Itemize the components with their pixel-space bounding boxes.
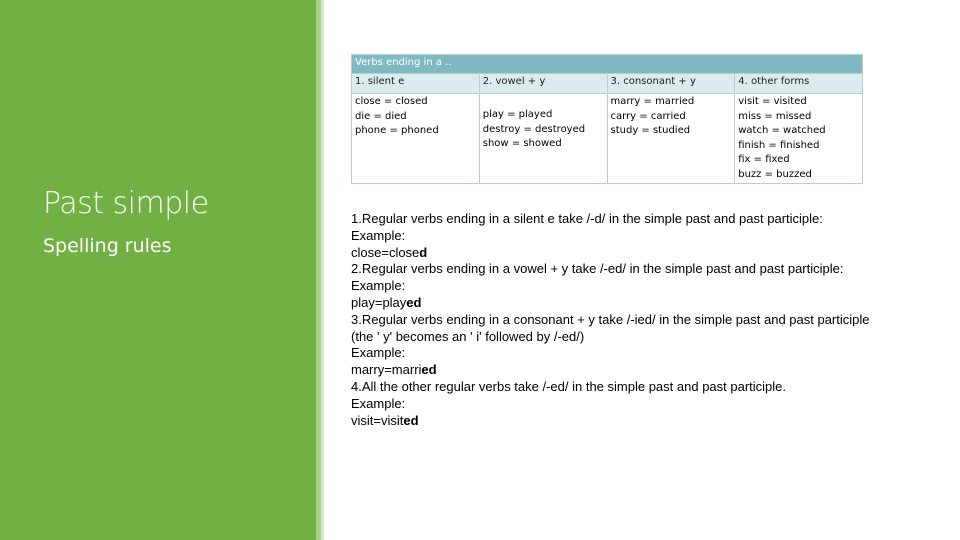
example-close: close = closed	[355, 96, 428, 107]
rule-4-text: 4.All the other regular verbs take /-ed/ in the simple past and past participle.	[351, 378, 787, 394]
rule-4-example-base: visit=visit	[351, 412, 404, 428]
table-caption: Verbs ending in a ..	[352, 55, 863, 74]
rule-2-example-label: Example:	[351, 278, 406, 294]
cell-consonant-y	[607, 94, 735, 184]
example-buzz: buzz = buzzed	[738, 168, 812, 180]
rule-2-example-ending: ed	[406, 294, 422, 310]
accent-stripe-light	[321, 0, 324, 540]
cell-silent-e	[352, 94, 480, 184]
rule-4-example-label: Example:	[351, 395, 406, 411]
rule-1-example-label: Example:	[351, 227, 406, 243]
table-caption-row	[352, 55, 863, 74]
rule-1-example	[351, 245, 871, 262]
cell-other-forms	[735, 94, 863, 184]
rule-1-example-ending: d	[419, 244, 428, 260]
rule-3-text: 3.Regular verbs ending in a consonant + y take /-ied/ in the simple past and past participle (the ' y' becomes an ' i' followed by /-ed/)	[351, 311, 870, 344]
header-consonant-y: 3. consonant + y	[607, 74, 735, 94]
rule-1-text: 1.Regular verbs ending in a silent e take /-d/ in the simple past and past participle:	[351, 211, 823, 226]
spelling-rules-table	[351, 54, 863, 184]
example-phone: phone = phoned	[355, 125, 439, 136]
example-destroy: destroy = destroyed	[482, 123, 586, 135]
example-carry: carry = carried	[610, 110, 686, 122]
cell-vowel-y	[479, 94, 607, 184]
rule-2-example-base: play=play	[351, 294, 407, 310]
table-header-row	[352, 74, 863, 94]
example-die: die = died	[355, 110, 407, 122]
example-marry: marry = married	[610, 96, 695, 107]
header-silent-e: 1. silent e	[352, 74, 480, 94]
example-show: show = showed	[482, 138, 562, 149]
rule-3-example-ending: ed	[421, 362, 437, 378]
example-play: play = played	[482, 109, 553, 120]
rule-2-text: 2.Regular verbs ending in a vowel + y take /-ed/ in the simple past and past participle:	[351, 261, 844, 277]
rule-3-example	[351, 362, 871, 379]
slide-title: Past simple	[43, 186, 209, 221]
spelling-rules-notes	[351, 211, 871, 429]
example-miss: miss = missed	[738, 110, 812, 122]
rule-1-example-base: close=close	[351, 244, 420, 260]
slide-subtitle: Spelling rules	[43, 235, 172, 257]
rule-4-example-ending: ed	[403, 412, 419, 428]
rule-3-example-label: Example:	[351, 345, 406, 361]
example-study: study = studied	[610, 125, 691, 136]
rule-2-example	[351, 295, 871, 312]
example-fix: fix = fixed	[738, 154, 790, 165]
rule-3-example-base: marry=marri	[351, 362, 422, 378]
left-accent-panel	[0, 0, 316, 540]
header-vowel-y: 2. vowel + y	[479, 74, 607, 94]
header-other-forms: 4. other forms	[735, 74, 863, 94]
example-finish: finish = finished	[738, 139, 820, 151]
table-row	[352, 94, 863, 184]
rule-4-example	[351, 413, 871, 430]
example-visit: visit = visited	[738, 96, 807, 107]
example-watch: watch = watched	[738, 125, 826, 136]
